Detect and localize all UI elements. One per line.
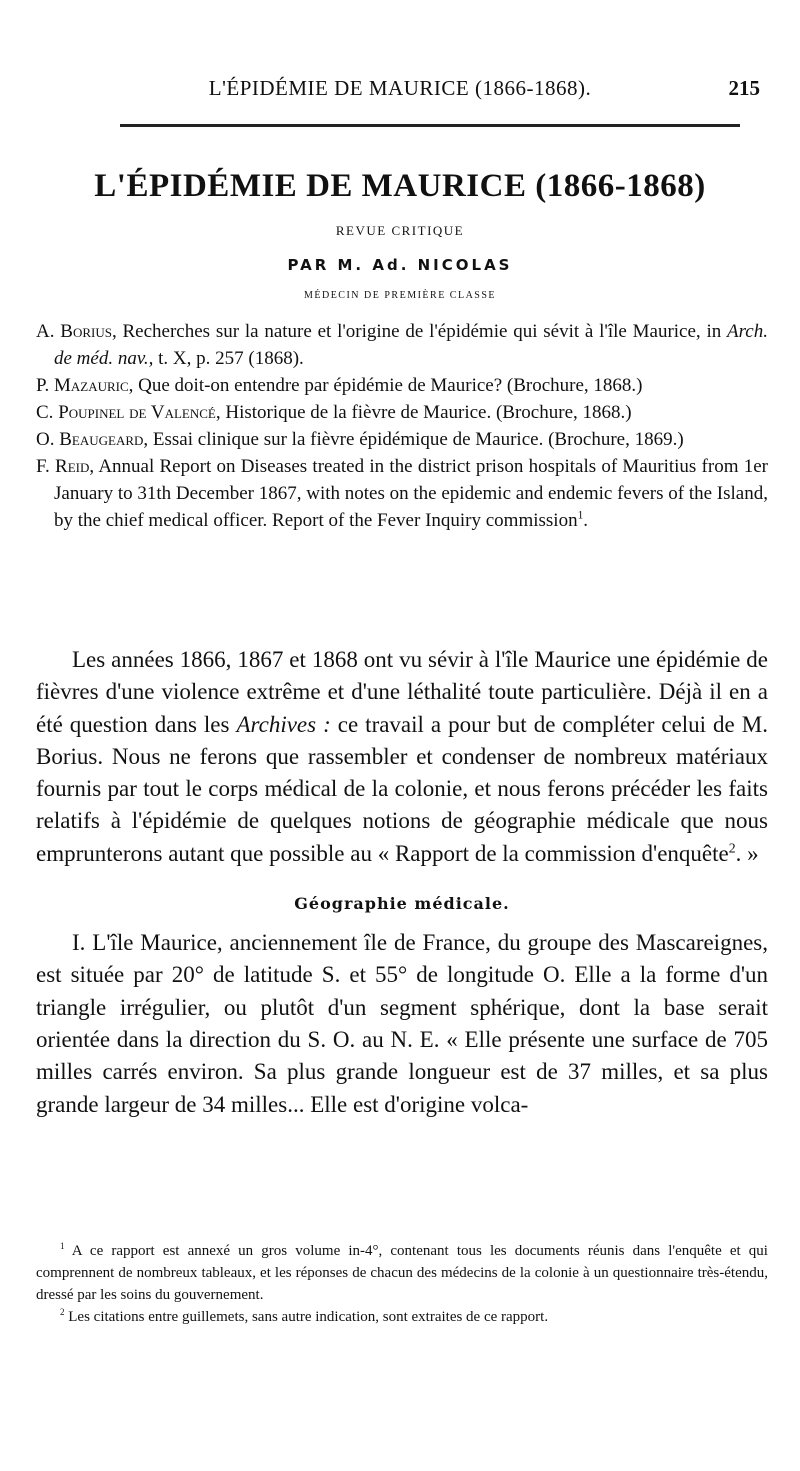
reference-item: A. Borius, Recherches sur la nature et l'origine de l'épidémie qui sévit à l'île Maurice, in Arch. de méd. nav., t. X, p. 257 (1868). xyxy=(36,321,768,369)
footnote-ref: 1 xyxy=(577,509,584,522)
reference-list xyxy=(36,318,768,534)
header-rule xyxy=(120,124,740,127)
footnote: $^1$ A ce rapport est annexé un gros volume in-4°, contenant tous les documents réunis dans l'enquête et qui comprennent de nombreux tableaux, et les réponses de chacun des médecins de la colonie à un questionnaire très-étendu, dressé par les soins du gouvernement. xyxy=(36,1241,768,1303)
author-title: MÉDECIN DE PREMIÈRE CLASSE xyxy=(303,290,497,301)
reference-item: O. Beaugeard, Essai clinique sur la fièvre épidémique de Maurice. (Brochure, 1869.) xyxy=(36,429,684,450)
article-title: L'ÉPIDÉMIE DE MAURICE (1866-1868) xyxy=(94,168,706,204)
reference-item: P. Mazauric, Que doit-on entendre par épidémie de Maurice? (Brochure, 1868.) xyxy=(36,375,643,396)
footnote-ref: 2 xyxy=(728,840,736,856)
footnotes xyxy=(36,1240,768,1328)
article-body xyxy=(36,644,768,1121)
running-head xyxy=(40,76,760,106)
author-line: PAR M. Ad. NICOLAS xyxy=(287,256,513,274)
page-number: 215 xyxy=(728,76,760,100)
footnote: $^2$ Les citations entre guillemets, sans autre indication, sont extraites de ce rapport. xyxy=(60,1307,549,1325)
article-subtitle: REVUE CRITIQUE xyxy=(335,223,465,238)
paragraph: Les années 1866, 1867 et 1868 ont vu sévir à l'île Maurice une épidémie de fièvres d'une violence extrême et d'une léthalité toute particulière. Déjà il en a été question dans les Archives : ce travail a pour but de compléter celui de M. Borius. Nous ne ferons que rassembler et condenser de nombreux matériaux fournis par tout le corps médical de la colonie, et nous ferons précéder les faits relatifs à l'épidémie de quelques notions de géographie médicale que nous emprunterons autant que possible au « Rapport de la commission d'enquête$^2$. » xyxy=(36,647,768,866)
section-heading: Géographie médicale. xyxy=(294,894,510,914)
reference-item: F. Reid, Annual Report on Diseases treated in the district prison hospitals of Mauritius from 1er January to 31th December 1867, with notes on the epidemic and endemic fevers of the Island, by the chief medical officer. Report of the Fever Inquiry commission$^1$. xyxy=(36,456,768,531)
running-head-title: L'ÉPIDÉMIE DE MAURICE (1866-1868). xyxy=(208,76,592,100)
paragraph: I. L'île Maurice, anciennement île de France, du groupe des Mascareignes, est située par 20° de latitude S. et 55° de longitude O. Elle a la forme d'un triangle irrégulier, ou plutôt d'un segment sphérique, dont la base serait orientée dans la direction du S. O. au N. E. « Elle présente une surface de 705 milles carrés environ. Sa plus grande longueur est de 37 milles, et sa plus grande largeur de 34 milles... Elle est d'origine volca- xyxy=(36,930,768,1117)
reference-item: C. Poupinel de Valencé, Historique de la fièvre de Maurice. (Brochure, 1868.) xyxy=(36,402,632,423)
